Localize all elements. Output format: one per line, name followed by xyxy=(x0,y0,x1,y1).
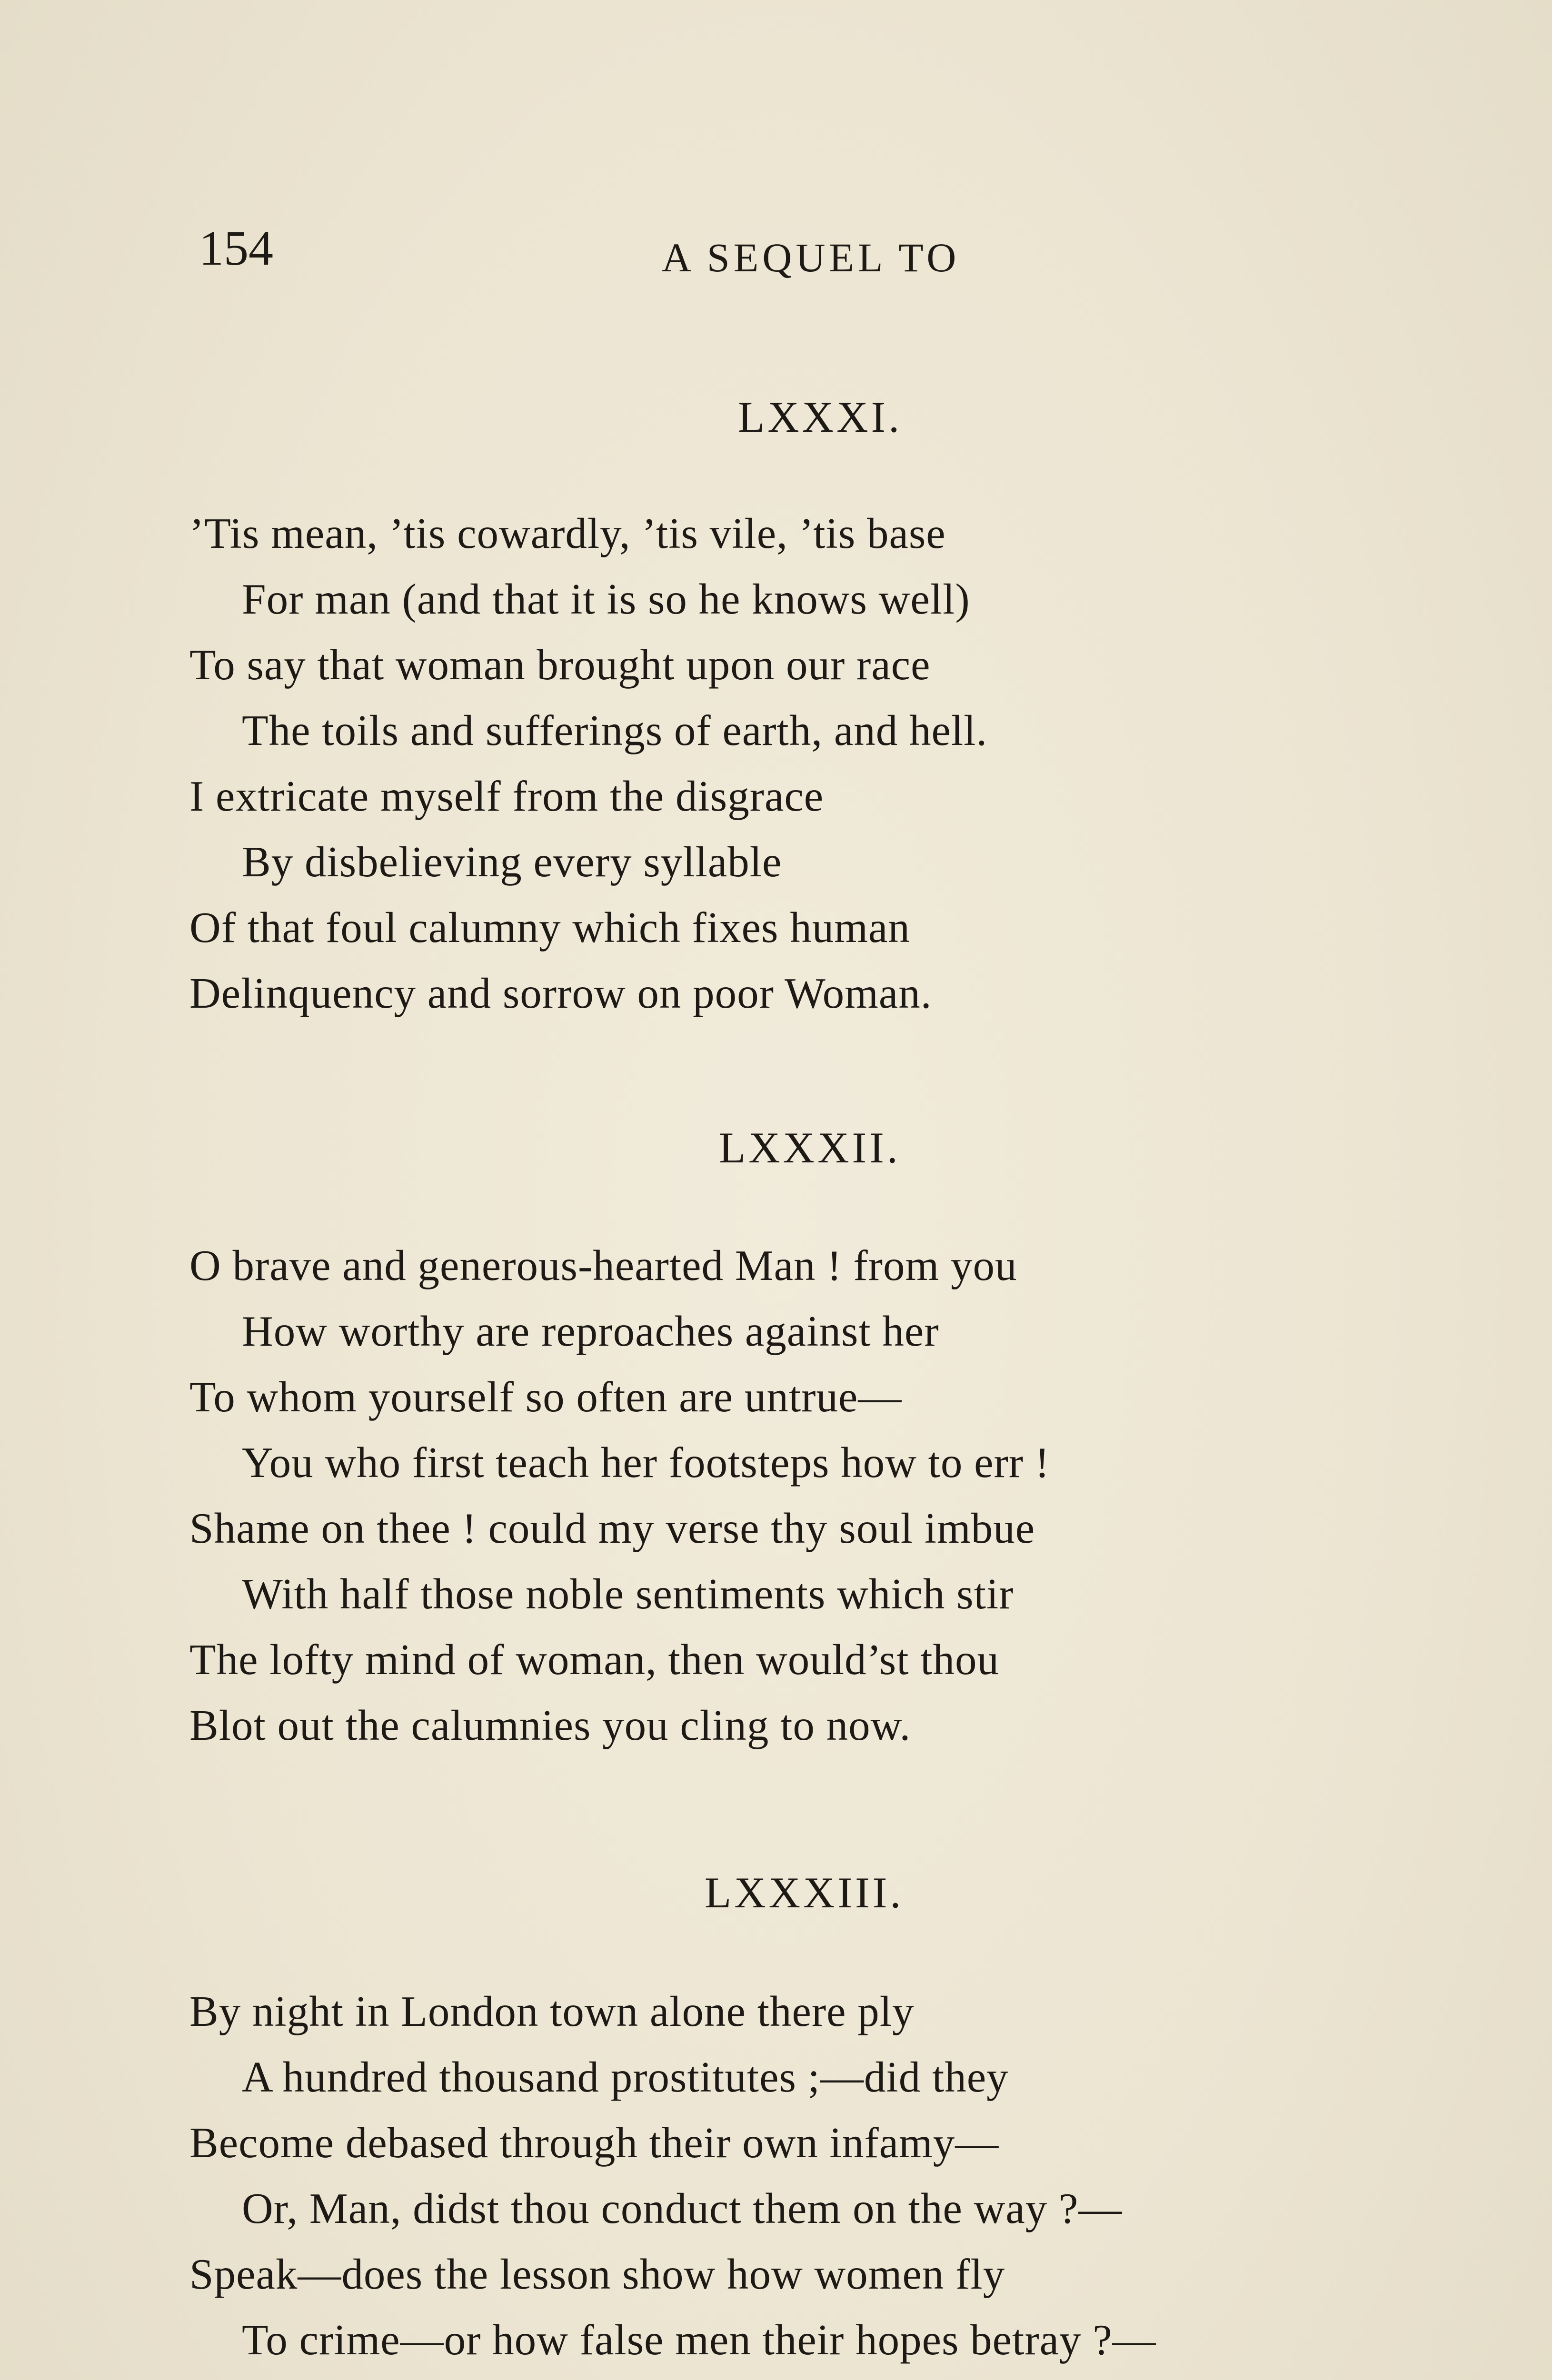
stanza-title-lxxxii: LXXXII. xyxy=(719,1123,901,1172)
verse-line: To whom yourself so often are untrue— xyxy=(189,1373,902,1421)
stanza-title-lxxxi: LXXXI. xyxy=(738,393,903,441)
verse-line: Of that foul calumny which fixes human xyxy=(189,903,910,952)
verse-line: The lofty mind of woman, then would’st thou xyxy=(189,1636,1000,1684)
verse-line: Speak—does the lesson show how women fly xyxy=(189,2250,1005,2298)
verse-line xyxy=(189,2373,1156,2380)
verse-line: Become debased through their own infamy— xyxy=(189,2119,999,2167)
verse-line: Blot out the calumnies you cling to now. xyxy=(189,1701,911,1749)
verse-line: With half those noble sentiments which stir xyxy=(242,1570,1014,1618)
stanza-lxxxii xyxy=(189,1233,1050,1758)
verse-line: O brave and generous-hearted Man ! from you xyxy=(189,1241,1017,1289)
verse-line: Shame on thee ! could my verse thy soul imbue xyxy=(189,1504,1035,1552)
verse-line: To crime—or how false men their hopes betray ?— xyxy=(242,2316,1156,2364)
verse-line: You who first teach her footsteps how to err ! xyxy=(242,1438,1050,1487)
verse-line: A hundred thousand prostitutes ;—did they xyxy=(242,2053,1009,2101)
running-title: A SEQUEL TO xyxy=(662,235,960,280)
page-number: 154 xyxy=(199,221,273,276)
verse-line: To say that woman brought upon our race xyxy=(189,641,931,689)
verse-line: By disbelieving every syllable xyxy=(242,838,782,886)
verse-line: For man (and that it is so he knows well) xyxy=(242,575,970,623)
verse-line: By night in London town alone there ply xyxy=(189,1987,915,2035)
stanza-lxxxiii xyxy=(189,1979,1156,2380)
stanza-title-lxxxiii: LXXXIII. xyxy=(705,1868,904,1917)
verse-line: The toils and sufferings of earth, and hell. xyxy=(242,706,988,754)
stanza-lxxxi xyxy=(189,501,987,1026)
verse-line: Or, Man, didst thou conduct them on the way ?— xyxy=(242,2184,1123,2232)
verse-line: Delinquency and sorrow on poor Woman. xyxy=(189,969,932,1017)
verse-line: How worthy are reproaches against her xyxy=(242,1307,939,1355)
verse-line: ’Tis mean, ’tis cowardly, ’tis vile, ’tis base xyxy=(189,509,946,557)
verse-line: I extricate myself from the disgrace xyxy=(189,772,824,820)
